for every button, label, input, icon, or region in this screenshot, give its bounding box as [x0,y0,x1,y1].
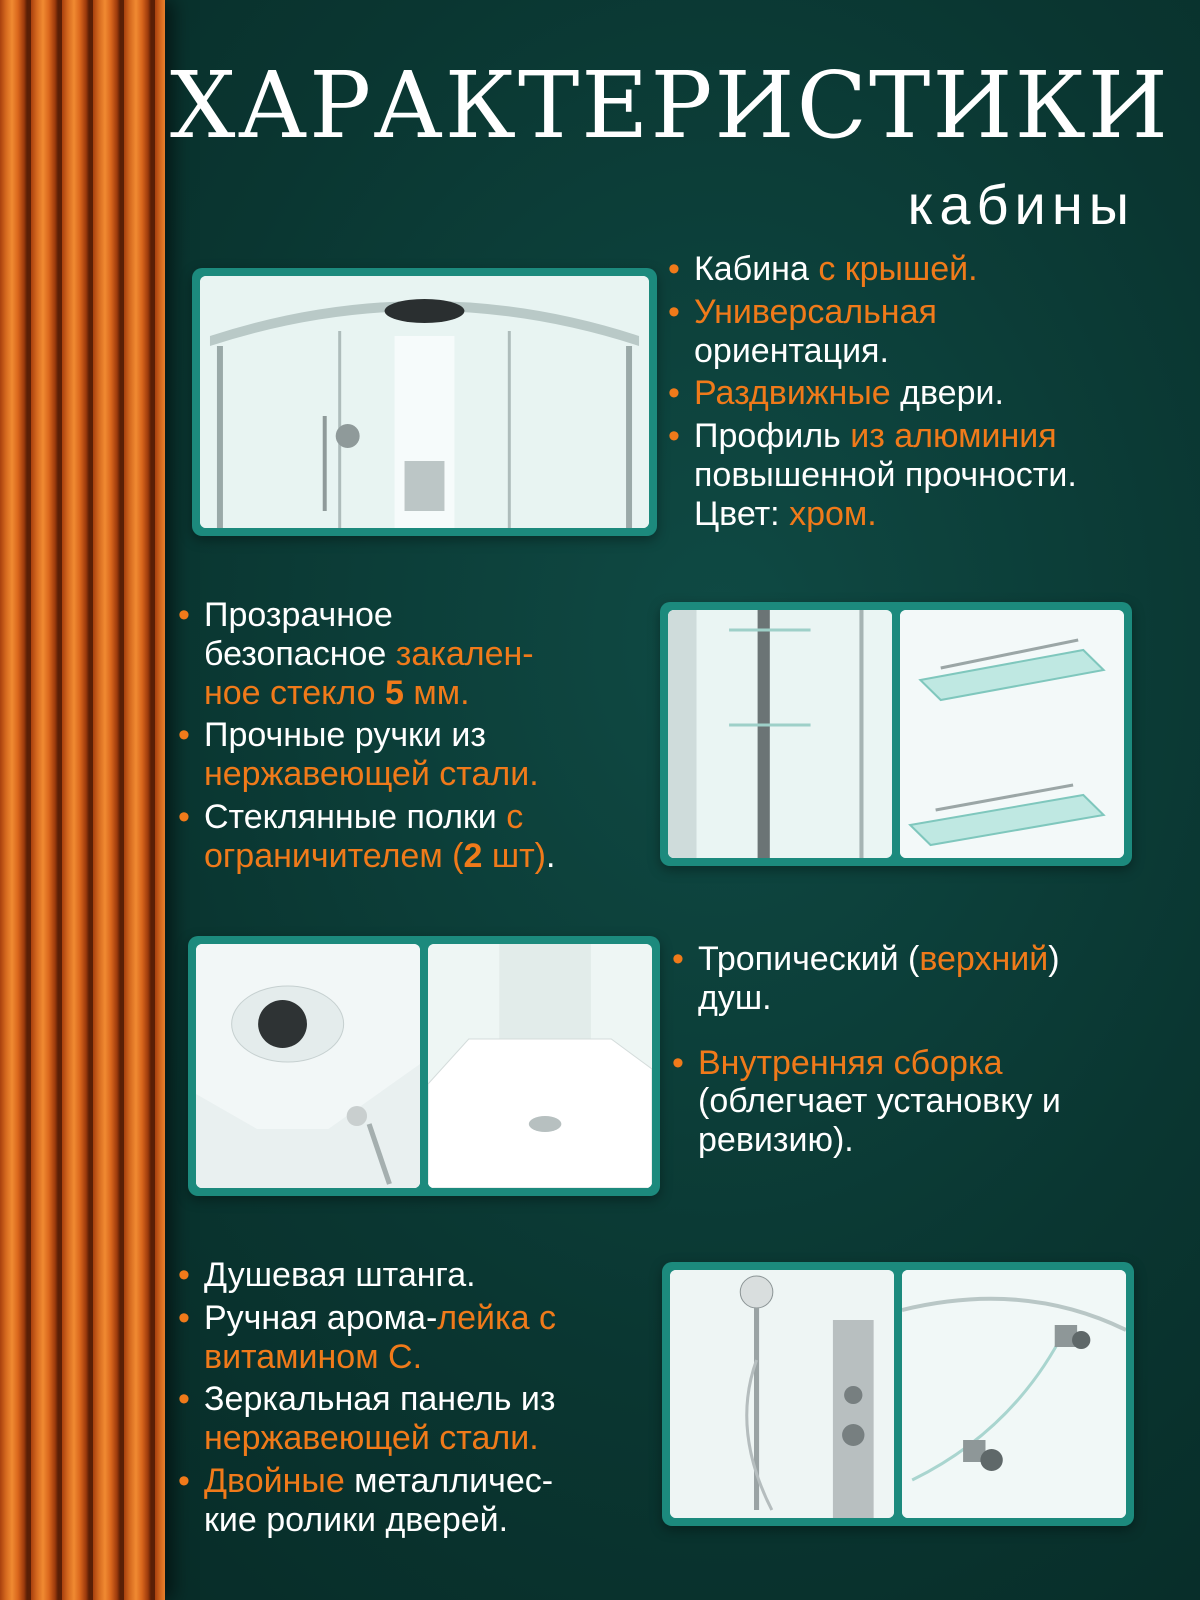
feature-sliding-doors: • Раздвижные двери. [668,374,1188,413]
feature-internal-assembly: • Внутренняя сборка (облегчает установку и ревизию). [672,1044,1182,1160]
feature-mirror-panel: • Зеркальная панель из нержавеющей стали. [178,1380,638,1458]
top-shower-photo [196,944,420,1188]
glass-photo-frame [660,602,1132,866]
cabin-roof-photo [200,276,649,528]
page-subtitle: кабины [907,173,1135,236]
features-list-accessories [178,1256,638,1543]
feature-tropical-shower: • Тропический (верхний) душ. [672,940,1182,1018]
shower-photo-frame [188,936,660,1196]
features-list-cabin [668,250,1188,537]
features-list-glass [178,596,628,879]
feature-rollers: • Двойные металличес- кие ролики дверей. [178,1462,638,1540]
feature-hand-shower: • Ручная арома-лейка с витамином С. [178,1299,638,1377]
glass-shelves-photo [900,610,1124,858]
feature-orientation: • Универсальная ориентация. [668,293,1188,371]
cabin-photo-frame [192,268,657,536]
shower-bar-photo [670,1270,894,1518]
wood-panel-decor [0,0,165,1600]
features-list-shower [672,940,1182,1164]
door-rollers-photo [902,1270,1126,1518]
accessories-photo-frame [662,1262,1134,1526]
feature-glass: • Прозрачное безопасное закален- ное стекло 5 мм. [178,596,628,712]
feature-shelves: • Стеклянные полки с ограничителем (2 шт). [178,798,628,876]
shower-tray-photo [428,944,652,1188]
feature-handles: • Прочные ручки из нержавеющей стали. [178,716,628,794]
feature-roof: • Кабина с крышей. [668,250,1188,289]
feature-shower-bar: • Душевая штанга. [178,1256,638,1295]
page-title: ХАРАКТЕРИСТИКИ [170,52,1171,159]
feature-profile: • Профиль из алюминия повышенной прочности. Цвет: хром. [668,417,1188,533]
door-handle-photo [668,610,892,858]
